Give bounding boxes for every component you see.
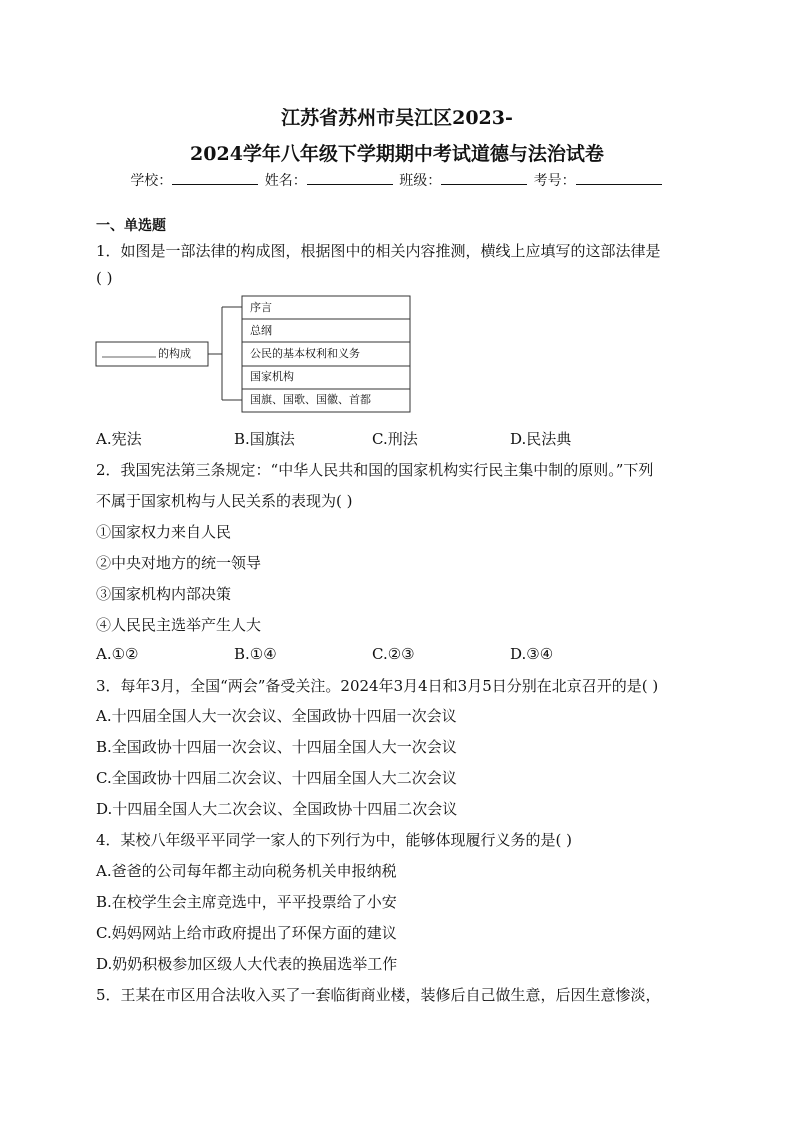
- class-blank[interactable]: [441, 172, 527, 185]
- q2-option-c[interactable]: C.②③: [372, 645, 415, 663]
- q3-option-c[interactable]: C.全国政协十四届二次会议、十四届全国人大二次会议: [96, 769, 457, 787]
- q2-option-a[interactable]: A.①②: [96, 645, 139, 663]
- q2-item: ①国家权力来自人民: [96, 523, 232, 541]
- q2-stem-line1: 2．我国宪法第三条规定：“中华人民共和国的国家机构实行民主集中制的原则。”下列: [96, 461, 654, 479]
- q4-option-a[interactable]: A.爸爸的公司每年都主动向税务机关申报纳税: [96, 862, 397, 880]
- school-label: 学校：: [130, 173, 173, 189]
- q3-option-a[interactable]: A.十四届全国人大一次会议、全国政协十四届一次会议: [96, 707, 457, 725]
- number-label: 考号：: [533, 173, 576, 189]
- name-blank[interactable]: [307, 172, 393, 185]
- name-label: 姓名：: [264, 173, 307, 189]
- q4-option-d[interactable]: D.奶奶积极参加区级人大代表的换届选举工作: [96, 955, 398, 973]
- q4-option-c[interactable]: C.妈妈网站上给市政府提出了环保方面的建议: [96, 924, 397, 942]
- student-info-row: [0, 170, 794, 190]
- q1-option-b[interactable]: B.国旗法: [234, 430, 295, 448]
- number-blank[interactable]: [576, 172, 662, 185]
- class-label: 班级：: [399, 173, 442, 189]
- diagram-item: 国家机构: [250, 370, 294, 383]
- diagram-item: 公民的基本权利和义务: [250, 347, 360, 360]
- diagram-left-box: [96, 342, 208, 366]
- exam-title-line1: 江苏省苏州市吴江区2023-: [281, 107, 513, 129]
- q1-option-d[interactable]: D.民法典: [510, 430, 572, 448]
- school-blank[interactable]: [172, 172, 258, 185]
- q2-item: ②中央对地方的统一领导: [96, 554, 262, 572]
- exam-title-line2: 2024学年八年级下学期期中考试道德与法治试卷: [190, 143, 604, 165]
- q2-option-d[interactable]: D.③④: [510, 645, 554, 663]
- law-structure-diagram: [94, 295, 416, 419]
- diagram-bracket: [208, 307, 242, 400]
- q3-option-d[interactable]: D.十四届全国人大二次会议、全国政协十四届二次会议: [96, 800, 458, 818]
- q4-stem-line1: 4．某校八年级平平同学一家人的下列行为中，能够体现履行义务的是( ): [96, 831, 573, 849]
- diagram-item: 序言: [250, 301, 272, 314]
- diagram-left-label: 的构成: [158, 347, 191, 360]
- q2-item: ④人民民主选举产生人大: [96, 616, 262, 634]
- q4-option-b[interactable]: B.在校学生会主席竞选中，平平投票给了小安: [96, 893, 397, 911]
- q2-item: ③国家机构内部决策: [96, 585, 232, 603]
- q5-stem-line1: 5．王某在市区用合法收入买了一套临街商业楼，装修后自己做生意，后因生意惨淡，: [96, 986, 661, 1004]
- q1-option-a[interactable]: A.宪法: [96, 430, 142, 448]
- section-heading: 一、单选题: [96, 218, 166, 234]
- q3-option-b[interactable]: B.全国政协十四届一次会议、十四届全国人大一次会议: [96, 738, 457, 756]
- q3-stem-line1: 3．每年3月，全国“两会”备受关注。2024年3月4日和3月5日分别在北京召开的是( ): [96, 677, 659, 695]
- diagram-item: 总纲: [250, 324, 272, 337]
- q1-stem-line2: ( ): [96, 269, 113, 287]
- q1-option-c[interactable]: C.刑法: [372, 430, 418, 448]
- q2-option-b[interactable]: B.①④: [234, 645, 277, 663]
- q2-stem-line2: 不属于国家机构与人民关系的表现为( ): [96, 492, 353, 510]
- diagram-item: 国旗、国歌、国徽、首都: [250, 393, 371, 406]
- q1-stem-line1: 1．如图是一部法律的构成图，根据图中的相关内容推测，横线上应填写的这部法律是: [96, 242, 661, 260]
